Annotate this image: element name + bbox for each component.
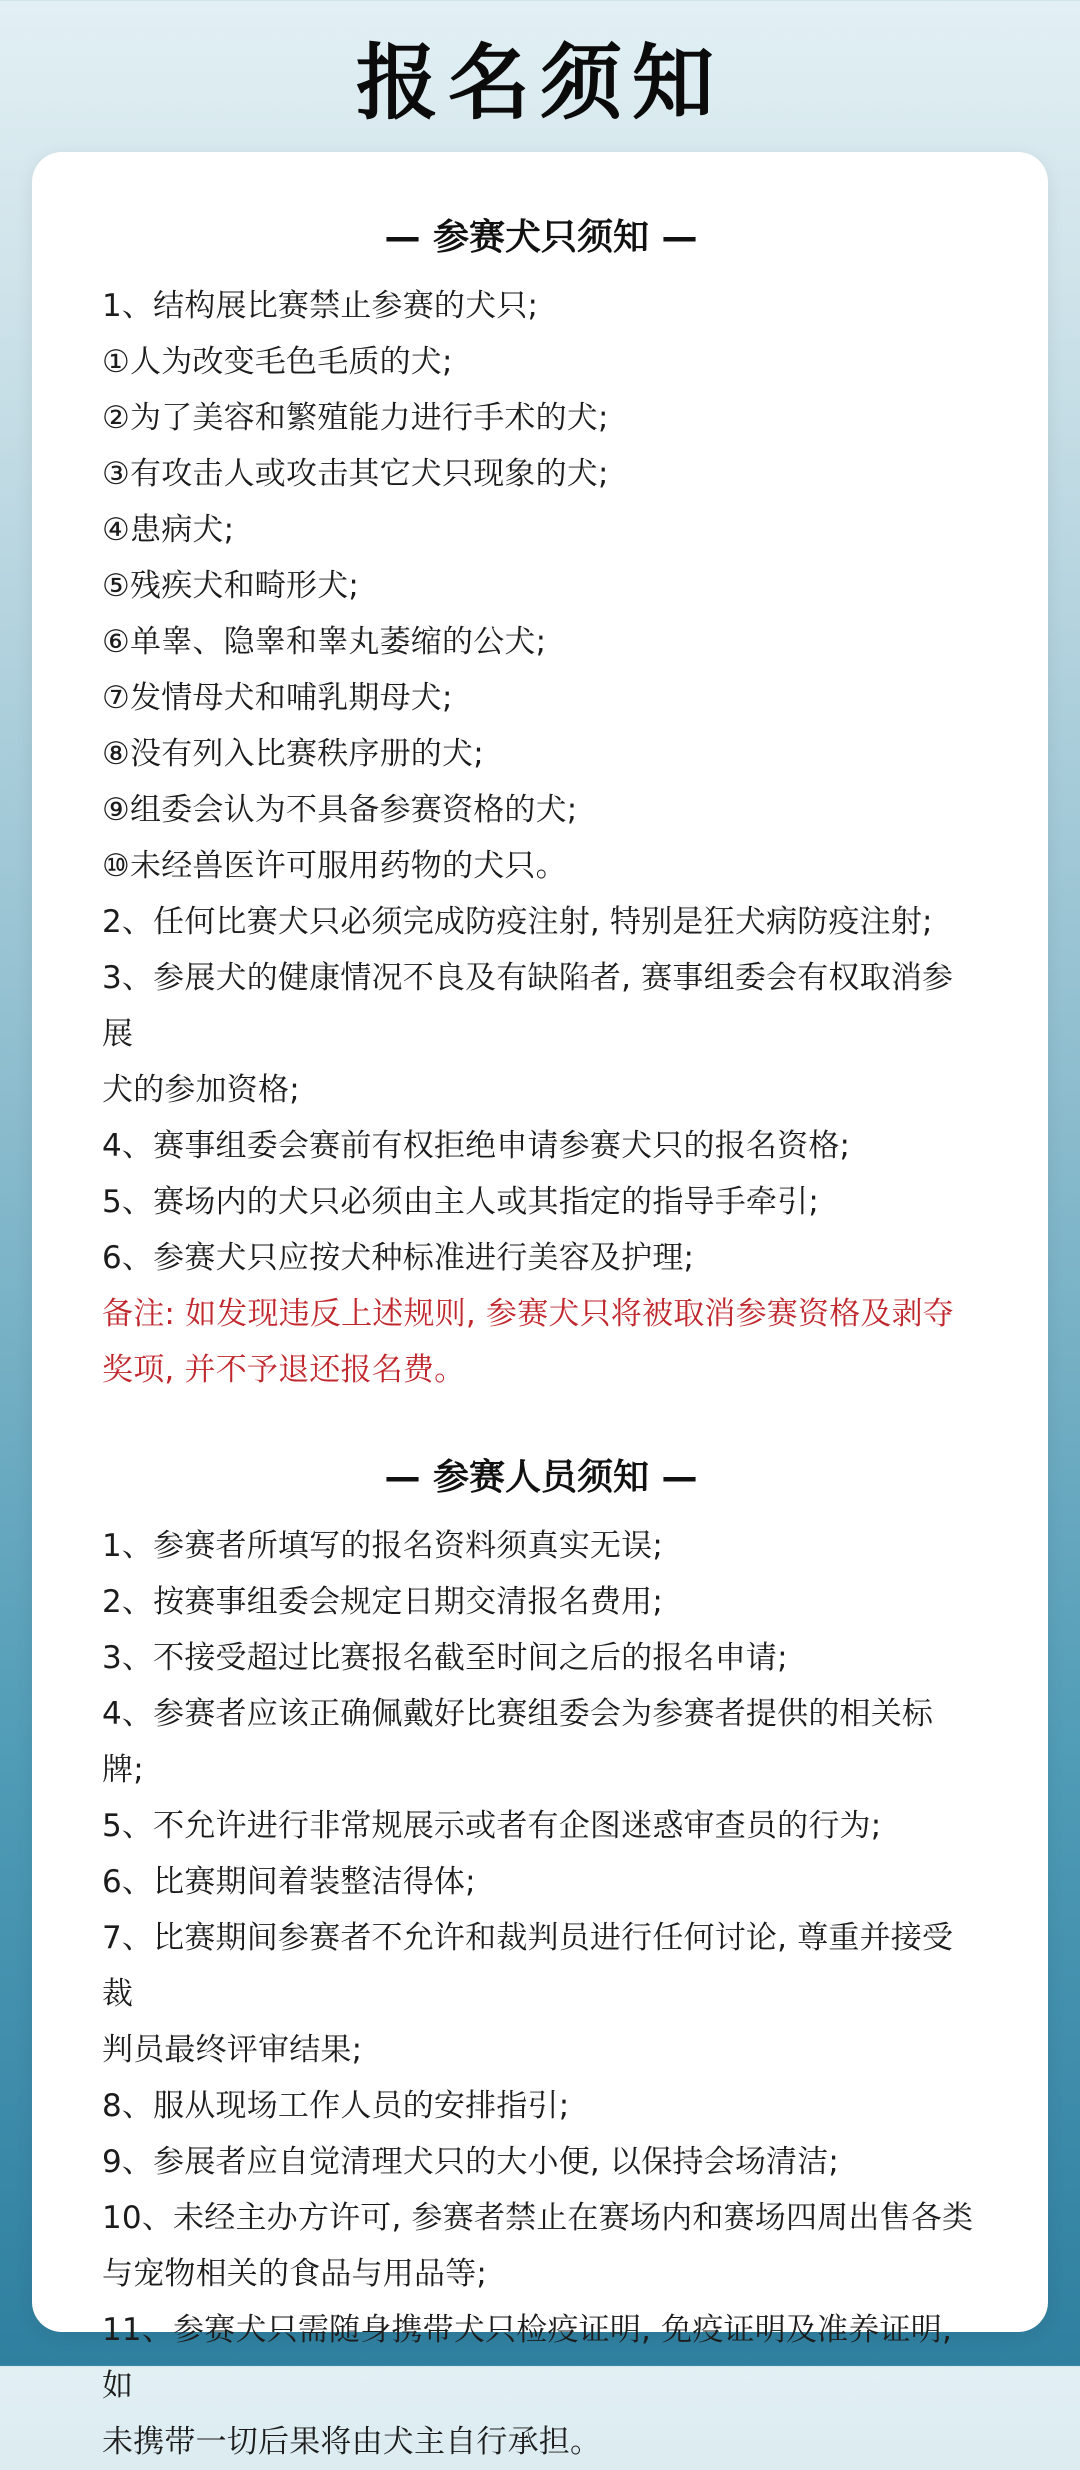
list-item: 3、不接受超过比赛报名截至时间之后的报名申请; xyxy=(102,1640,788,1676)
page-title: 报名须知 xyxy=(355,36,724,131)
dog-rules-list xyxy=(102,278,980,1398)
section-heading-dog-rules: — 参赛犬只须知 — xyxy=(384,217,698,258)
list-item: ⑥单睾、隐睾和睾丸萎缩的公犬; xyxy=(102,624,547,660)
list-item: ⑤残疾犬和畸形犬; xyxy=(102,568,360,604)
section-heading-participant-rules: — 参赛人员须知 — xyxy=(384,1457,698,1498)
list-item: 与宠物相关的食品与用品等; xyxy=(102,2256,488,2292)
list-item: 11、参赛犬只需随身携带犬只检疫证明, 免疫证明及准养证明, 如 xyxy=(102,2312,953,2404)
list-item: 判员最终评审结果; xyxy=(102,2032,363,2068)
participant-rules-list xyxy=(102,1518,980,2470)
list-item: 9、参展者应自觉清理犬只的大小便, 以保持会场清洁; xyxy=(102,2144,840,2180)
list-item: 牌; xyxy=(102,1752,144,1788)
list-item: 4、参赛者应该正确佩戴好比赛组委会为参赛者提供的相关标 xyxy=(102,1696,934,1732)
list-item: 2、按赛事组委会规定日期交清报名费用; xyxy=(102,1584,663,1620)
note-text: 备注: 如发现违反上述规则, 参赛犬只将被取消参赛资格及剥夺 xyxy=(102,1296,955,1332)
note-text: 奖项, 并不予退还报名费。 xyxy=(102,1352,466,1388)
list-item: 2、任何比赛犬只必须完成防疫注射, 特别是狂犬病防疫注射; xyxy=(102,904,933,940)
list-item: 5、不允许进行非常规展示或者有企图迷惑审查员的行为; xyxy=(102,1808,882,1844)
list-item: 3、参展犬的健康情况不良及有缺陷者, 赛事组委会有权取消参展 xyxy=(102,960,954,1052)
list-item: ①人为改变毛色毛质的犬; xyxy=(102,344,453,380)
list-item: 6、参赛犬只应按犬种标准进行美容及护理; xyxy=(102,1240,695,1276)
list-item: ⑩未经兽医许可服用药物的犬只。 xyxy=(102,848,567,884)
list-item: ⑨组委会认为不具备参赛资格的犬; xyxy=(102,792,578,828)
list-item: ⑦发情母犬和哺乳期母犬; xyxy=(102,680,453,716)
list-item: 1、结构展比赛禁止参赛的犬只; xyxy=(102,288,539,324)
list-item: 未携带一切后果将由犬主自行承担。 xyxy=(102,2424,602,2460)
list-item: 5、赛场内的犬只必须由主人或其指定的指导手牵引; xyxy=(102,1184,819,1220)
list-item: 4、赛事组委会赛前有权拒绝申请参赛犬只的报名资格; xyxy=(102,1128,851,1164)
list-item: ③有攻击人或攻击其它犬只现象的犬; xyxy=(102,456,609,492)
list-item: ⑧没有列入比赛秩序册的犬; xyxy=(102,736,484,772)
list-item: ②为了美容和繁殖能力进行手术的犬; xyxy=(102,400,609,436)
list-item: 犬的参加资格; xyxy=(102,1072,300,1108)
list-item: 1、参赛者所填写的报名资料须真实无误; xyxy=(102,1528,663,1564)
list-item: ④患病犬; xyxy=(102,512,235,548)
notice-card xyxy=(32,152,1048,2460)
list-item: 8、服从现场工作人员的安排指引; xyxy=(102,2088,570,2124)
list-item: 10、未经主办方许可, 参赛者禁止在赛场内和赛场四周出售各类 xyxy=(102,2200,974,2236)
list-item: 6、比赛期间着装整洁得体; xyxy=(102,1864,476,1900)
list-item: 7、比赛期间参赛者不允许和裁判员进行任何讨论, 尊重并接受裁 xyxy=(102,1920,954,2012)
